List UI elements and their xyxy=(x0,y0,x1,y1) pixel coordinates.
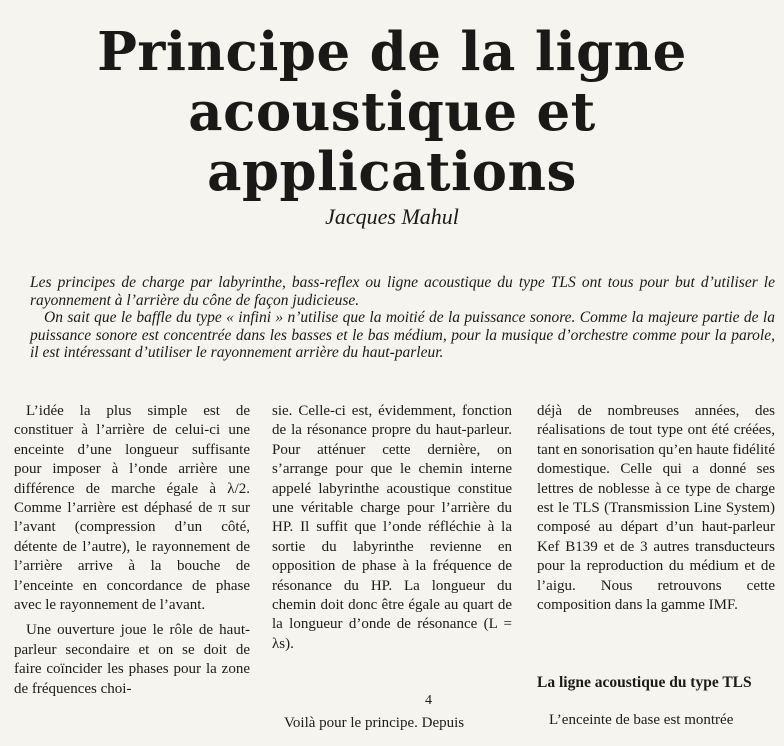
body-column-3 xyxy=(537,402,775,615)
lead-paragraph-2: On sait que le baffle du type « infini » n’utilise que la moitié de la puissance sonore. Comme la majeure partie de la puissance sonore est concentrée dans les basses et le bas médium, pour la musique d’orchestre comme pour la parole, il est intéressant d’utiliser le rayonnement arrière du haut-parleur. xyxy=(30,309,775,362)
col1-paragraph-1: L’idée la plus simple est de constituer à l’arrière de celui-ci une enceinte d’une longueur suffisante pour imposer à l’onde arrière une différence de marche égale à λ/2. Comme l’arrière est déphasé de π sur l’avant (compression d’un côté, détente de l’autre), le rayonnement de l’arrière arrive à la bouche de l’enceinte en concordance de phase avec le rayonnement de l’avant. xyxy=(14,403,250,614)
formula-denominator: 4 xyxy=(425,693,432,708)
col1-paragraph-2: Une ouverture joue le rôle de haut-parleur secondaire et on se doit de faire coïncider les phases pour la zone de fréquences choi- xyxy=(14,622,250,697)
lead-paragraph-1: Les principes de charge par labyrinthe, bass-reflex ou ligne acoustique du type TLS ont tous pour but d’utiliser le rayonnement à l’arrière du cône de façon judicieuse. xyxy=(30,274,775,309)
col3-paragraph: déjà de nombreuses années, des réalisations de tout type ont été créées, tant en sonorisation qu’en haute fidélité domestique. Celle qui a donné ses lettres de noblesse à ce type de charge est le TLS (Transmission Line System) composé au départ d’un haut-parleur Kef B139 et de 3 autres transducteurs pour la reproduction du médium et de l’aigu. Nous retrouvons cette composition dans la gamme IMF. xyxy=(537,403,775,614)
title-line-1: Principe de la ligne xyxy=(97,21,687,83)
body-column-2 xyxy=(272,402,512,654)
col2-paragraph: sie. Celle-ci est, évidemment, fonction de la résonance propre du haut-parleur. Pour atténuer cette dernière, on s’arrange pour que le chemin interne appelé labyrinthe acoustique constitue une véritable charge pour l’arrière du HP. Il suffit que l’onde réfléchie à la sortie du labyrinthe revienne en opposition de phase à la fréquence de résonance du HP. La longueur du chemin doit donc être égale au quart de la longueur d’onde de résonance (L = λs). xyxy=(272,403,512,652)
body-column-1 xyxy=(14,402,250,699)
title-line-2: acoustique et applications xyxy=(188,81,596,203)
author-byline: Jacques Mahul xyxy=(325,204,459,229)
section-heading: La ligne acoustique du type TLS xyxy=(537,674,752,691)
col2-last-line: Voilà pour le principe. Depuis xyxy=(284,715,465,731)
lead-paragraphs xyxy=(30,274,775,362)
col3-last-line: L’enceinte de base est montrée xyxy=(549,712,734,728)
article-title xyxy=(0,22,784,202)
